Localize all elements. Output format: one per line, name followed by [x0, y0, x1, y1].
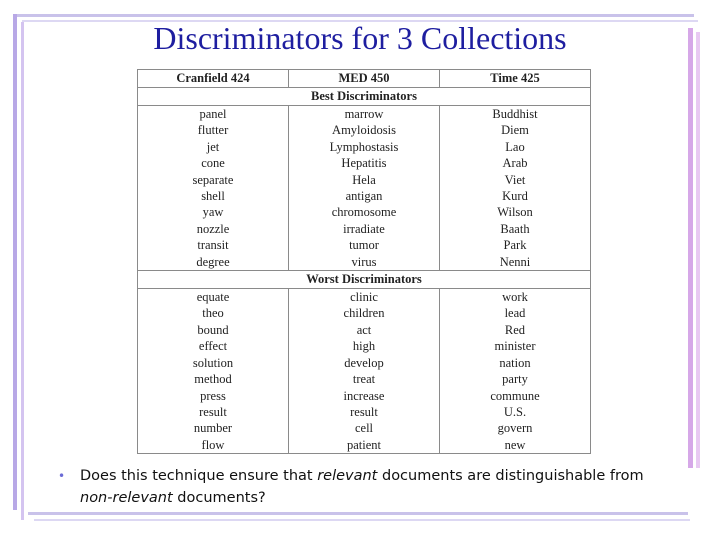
table-cell: shell	[138, 188, 289, 204]
table-row	[138, 355, 591, 371]
table-cell: Arab	[440, 155, 591, 171]
table-cell: jet	[138, 139, 289, 155]
discriminators-table	[137, 69, 591, 454]
table-cell: cell	[289, 420, 440, 436]
table-cell: flutter	[138, 122, 289, 138]
table-row	[138, 237, 591, 253]
table-cell: children	[289, 305, 440, 321]
table-row	[138, 404, 591, 420]
table-cell: party	[440, 371, 591, 387]
table-row	[138, 338, 591, 354]
table-cell: separate	[138, 172, 289, 188]
bullet-text-emphasis: relevant	[317, 468, 378, 484]
table-row	[138, 221, 591, 237]
table-cell: Lao	[440, 139, 591, 155]
table-cell: virus	[289, 254, 440, 271]
table-cell: increase	[289, 388, 440, 404]
table-row	[138, 371, 591, 387]
frame-right-bar-inner	[696, 32, 700, 468]
table-cell: result	[138, 404, 289, 420]
table-cell: Hela	[289, 172, 440, 188]
table-header-row	[138, 70, 591, 88]
table-row	[138, 122, 591, 138]
frame-left-bar-inner	[21, 22, 24, 520]
frame-right-bar	[688, 28, 693, 468]
column-header: MED 450	[289, 70, 440, 88]
table-row	[138, 437, 591, 454]
table-cell: Amyloidosis	[289, 122, 440, 138]
table-cell: Nenni	[440, 254, 591, 271]
table-cell: irradiate	[289, 221, 440, 237]
table-cell: press	[138, 388, 289, 404]
table-cell: high	[289, 338, 440, 354]
table-cell: Baath	[440, 221, 591, 237]
table-cell: clinic	[289, 289, 440, 306]
frame-left-bar	[13, 14, 17, 510]
slide-title: Discriminators for 3 Collections	[153, 20, 567, 56]
table-cell: nation	[440, 355, 591, 371]
table-cell: Viet	[440, 172, 591, 188]
bullet-text-prefix: Does this technique ensure that	[80, 468, 318, 484]
table-cell: bound	[138, 322, 289, 338]
table-cell: degree	[138, 254, 289, 271]
table-cell: Lymphostasis	[289, 139, 440, 155]
table-row	[138, 155, 591, 171]
table-cell: patient	[289, 437, 440, 454]
table-cell: lead	[440, 305, 591, 321]
table-cell: act	[289, 322, 440, 338]
table-row	[138, 139, 591, 155]
table-row	[138, 289, 591, 306]
bullet-text	[60, 465, 680, 509]
table-cell: effect	[138, 338, 289, 354]
table-cell: method	[138, 371, 289, 387]
bullet-text-middle: documents are distinguishable from	[377, 468, 644, 484]
table-cell: Buddhist	[440, 106, 591, 123]
table-row	[138, 420, 591, 436]
worst-discriminators-label: Worst Discriminators	[138, 271, 591, 289]
table-cell: Diem	[440, 122, 591, 138]
section-header-row	[138, 271, 591, 289]
frame-top-bar	[14, 14, 694, 17]
table-cell: Park	[440, 237, 591, 253]
table-cell: transit	[138, 237, 289, 253]
discriminators-table-container	[137, 69, 591, 454]
table-cell: work	[440, 289, 591, 306]
table-cell: Red	[440, 322, 591, 338]
table-cell: govern	[440, 420, 591, 436]
bullet-text-suffix: documents?	[172, 490, 266, 506]
table-cell: chromosome	[289, 204, 440, 220]
table-cell: result	[289, 404, 440, 420]
column-header: Time 425	[440, 70, 591, 88]
best-section	[138, 88, 591, 271]
table-cell: Hepatitis	[289, 155, 440, 171]
table-cell: cone	[138, 155, 289, 171]
table-row	[138, 322, 591, 338]
table-cell: nozzle	[138, 221, 289, 237]
table-row	[138, 172, 591, 188]
table-cell: number	[138, 420, 289, 436]
section-header-row	[138, 88, 591, 106]
table-row	[138, 204, 591, 220]
table-cell: tumor	[289, 237, 440, 253]
table-row	[138, 188, 591, 204]
frame-bottom-bar	[28, 512, 688, 515]
bullet-dot-icon: •	[58, 469, 66, 483]
worst-section	[138, 271, 591, 454]
table-cell: Wilson	[440, 204, 591, 220]
table-row	[138, 106, 591, 123]
table-cell: develop	[289, 355, 440, 371]
table-cell: antigan	[289, 188, 440, 204]
table-cell: minister	[440, 338, 591, 354]
table-cell: theo	[138, 305, 289, 321]
table-cell: solution	[138, 355, 289, 371]
table-cell: new	[440, 437, 591, 454]
table-cell: U.S.	[440, 404, 591, 420]
table-cell: panel	[138, 106, 289, 123]
column-header: Cranfield 424	[138, 70, 289, 88]
table-cell: equate	[138, 289, 289, 306]
frame-bottom-bar-inner	[34, 519, 690, 521]
table-row	[138, 305, 591, 321]
bullet-point	[60, 465, 680, 509]
best-discriminators-label: Best Discriminators	[138, 88, 591, 106]
table-cell: yaw	[138, 204, 289, 220]
table-cell: commune	[440, 388, 591, 404]
table-cell: marrow	[289, 106, 440, 123]
bullet-text-emphasis: non-relevant	[80, 490, 173, 506]
table-row	[138, 254, 591, 271]
table-cell: treat	[289, 371, 440, 387]
table-cell: flow	[138, 437, 289, 454]
table-row	[138, 388, 591, 404]
table-cell: Kurd	[440, 188, 591, 204]
